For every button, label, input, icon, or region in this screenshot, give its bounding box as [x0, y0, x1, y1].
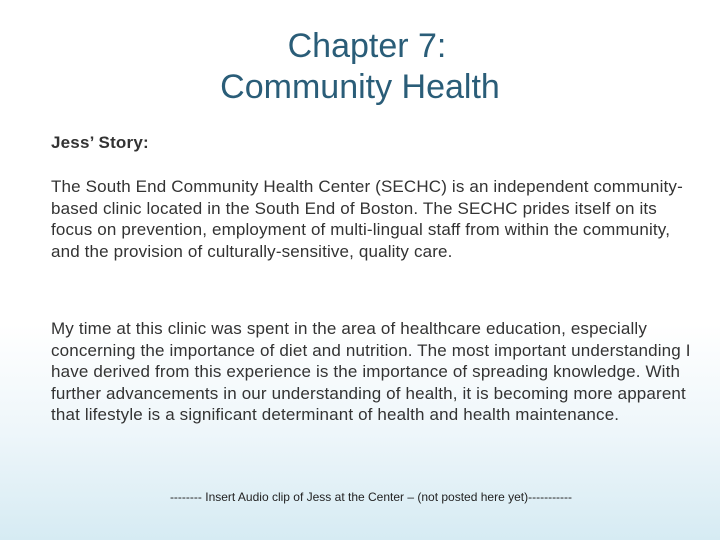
paragraph-experience: My time at this clinic was spent in the area of healthcare education, especially concerning the importance of diet and nutrition. The most important understanding I have derived from this experience is the importance of spreading knowledge. With further advancements in our understanding of health, it is becoming more apparent that lifestyle is a significant determinant of health and health maintenance.: [51, 319, 691, 424]
paragraph-intro: The South End Community Health Center (SECHC) is an independent community-based clinic located in the South End of Boston. The SECHC prides itself on its focus on prevention, employment of multi-lingual staff from within the community, and the provision of culturally-sensitive, quality care.: [51, 177, 683, 261]
title-line-1: Chapter 7:: [287, 27, 447, 65]
story-heading: Jess’ Story:: [51, 133, 149, 152]
audio-clip-note: [0, 490, 720, 504]
slide-title: [0, 26, 720, 108]
title-line-2: Community Health: [220, 68, 500, 106]
audio-clip-note-text: -------- Insert Audio clip of Jess at the Center – (not posted here yet)-----------: [169, 490, 573, 504]
